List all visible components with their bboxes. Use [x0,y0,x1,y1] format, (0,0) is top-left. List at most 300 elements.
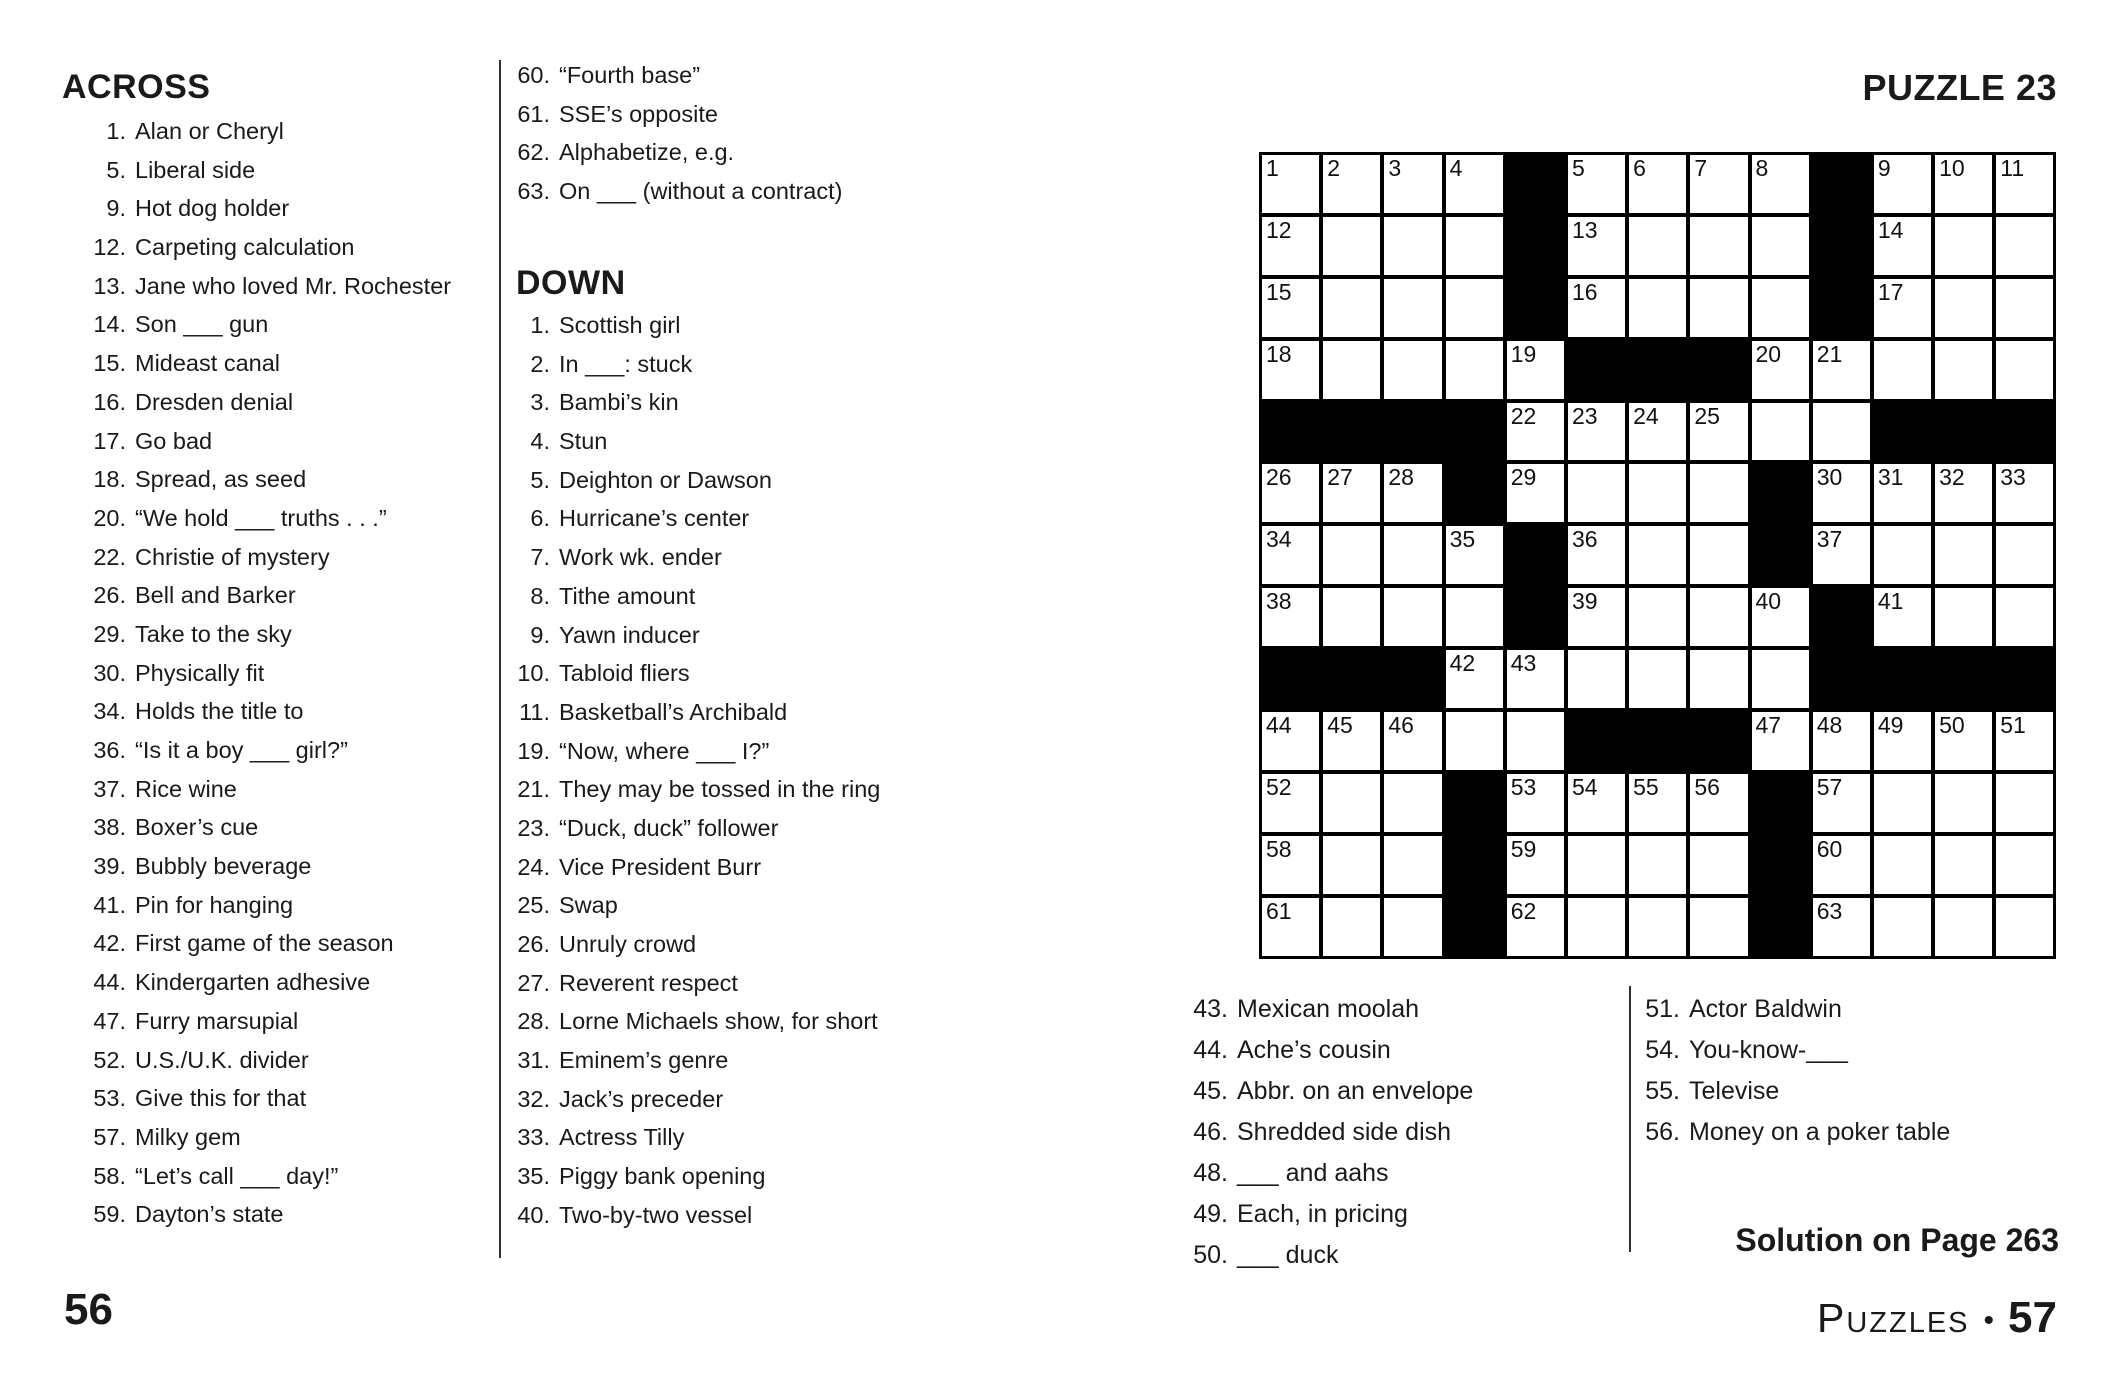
clue-text: Deighton or Dawson [559,466,772,493]
grid-cell-white [1813,712,1870,770]
clue-number: 62. [517,139,550,166]
right-page-number: 57 [2008,1293,2057,1342]
grid-cell-white [1935,155,1992,213]
clue-item [60,621,451,660]
grid-cell-white [1629,836,1686,894]
grid-cell-white [1568,217,1625,275]
grid-cell-white [1323,712,1380,770]
clue-number: 25. [517,892,550,919]
grid-cell-white [1629,650,1686,708]
cell-number: 16 [1571,278,1598,305]
clue-number: 27. [517,969,550,996]
grid-cell-white [1629,588,1686,646]
grid-cell-white [1629,403,1686,461]
grid-cell-white [1568,526,1625,584]
clue-item [1190,1200,1473,1241]
grid-cell-white [1874,588,1931,646]
clue-item [516,544,880,583]
clue-number: 51. [1645,995,1680,1023]
grid-cell-white [1935,774,1992,832]
clue-item [60,737,451,776]
clue-item [516,854,880,893]
cell-number: 53 [1510,773,1537,800]
grid-cell-black [1629,712,1686,770]
grid-cell-white [1690,774,1747,832]
clue-number: 57. [93,1123,126,1150]
clue-number: 46. [1193,1118,1228,1146]
cell-number: 63 [1816,897,1843,924]
grid-cell-black [1874,650,1931,708]
clue-text: Hot dog holder [135,195,290,222]
clue-text: Rice wine [135,775,237,802]
grid-cell-white [1690,464,1747,522]
footer-book-title: Puzzles [1816,1295,1970,1341]
clue-item [1190,1118,1473,1159]
clue-number: 6. [530,505,550,532]
cell-number: 38 [1266,588,1292,615]
clue-item [516,505,880,544]
cell-number: 24 [1633,402,1659,429]
clue-item [516,931,880,970]
cell-number: 1 [1266,155,1279,181]
clue-text: Furry marsupial [135,1007,299,1034]
grid-cell-white [1690,650,1747,708]
cell-number: 28 [1388,464,1414,491]
grid-cell-white [1629,464,1686,522]
clue-number: 26. [93,582,126,609]
grid-cell-white [1996,217,2053,275]
grid-cell-white [1384,526,1441,584]
grid-cell-white [1690,217,1747,275]
across-continued-clue-list [516,62,842,217]
clue-item [516,62,842,101]
grid-cell-white [1874,464,1931,522]
clue-item [60,350,451,389]
grid-cell-black [1384,403,1441,461]
grid-cell-white [1813,464,1870,522]
cell-number: 13 [1571,216,1598,243]
grid-cell-black [1996,403,2053,461]
grid-cell-white [1813,836,1870,894]
grid-cell-white [1996,155,2053,213]
grid-cell-white [1752,155,1809,213]
cell-number: 35 [1449,526,1476,553]
grid-cell-white [1446,712,1503,770]
grid-cell-white [1752,217,1809,275]
clue-number: 33. [517,1124,550,1151]
clue-item [60,195,451,234]
down-clue-list [516,312,880,1241]
grid-cell-white [1323,464,1380,522]
clue-item [60,234,451,273]
grid-cell-white [1996,898,2053,956]
clue-text: Reverent respect [559,969,738,996]
clue-item [1640,1036,1950,1077]
clue-number: 3. [530,389,550,416]
grid-cell-black [1446,464,1503,522]
clue-text: “Let’s call ___ day!” [135,1162,339,1189]
clue-text: “Duck, duck” follower [559,814,779,841]
grid-cell-white [1507,464,1564,522]
grid-cell-white [1629,526,1686,584]
grid-cell-white [1323,526,1380,584]
grid-cell-white [1262,341,1319,399]
grid-cell-white [1507,403,1564,461]
grid-cell-white [1568,650,1625,708]
cell-number: 2 [1327,155,1340,181]
clue-number: 43. [1193,995,1228,1023]
clue-item [516,139,842,178]
grid-cell-white [1262,279,1319,337]
clue-number: 44. [93,969,126,996]
clue-number: 38. [93,814,126,841]
across-clue-list [60,118,451,1240]
clue-number: 53. [93,1085,126,1112]
grid-cell-black [1507,217,1564,275]
cell-number: 15 [1266,278,1292,305]
clue-number: 8. [530,582,550,609]
clue-number: 58. [93,1162,126,1189]
grid-cell-white [1262,712,1319,770]
clue-number: 34. [93,698,126,725]
clue-item [1190,995,1473,1036]
clue-number: 61. [517,100,550,127]
cell-number: 47 [1755,712,1782,739]
clue-number: 12. [93,234,126,261]
grid-cell-white [1446,155,1503,213]
crossword-grid [1259,152,2056,959]
grid-cell-white [1384,588,1441,646]
cell-number: 5 [1571,155,1585,181]
grid-cell-white [1935,217,1992,275]
clue-text: Boxer’s cue [135,814,259,841]
grid-cell-white [1507,836,1564,894]
clue-text: Physically fit [135,659,265,686]
grid-cell-black [1935,403,1992,461]
clue-number: 49. [1193,1200,1228,1228]
grid-cell-white [1262,588,1319,646]
clue-number: 1. [106,118,126,144]
clue-text: Alphabetize, e.g. [559,139,735,166]
clue-number: 30. [93,659,126,686]
grid-cell-black [1813,217,1870,275]
clue-item [60,157,451,196]
clue-item [516,660,880,699]
clue-number: 28. [517,1008,550,1035]
down-continued-clue-list-2 [1640,995,1950,1159]
clue-text: ___ and aahs [1237,1159,1389,1187]
grid-cell-black [1507,279,1564,337]
clue-item [60,582,451,621]
cell-number: 42 [1449,650,1476,677]
clue-number: 2. [530,350,550,377]
clue-item [60,118,451,157]
grid-cell-white [1874,341,1931,399]
clue-item [60,930,451,969]
grid-cell-white [1262,155,1319,213]
clue-text: Holds the title to [135,698,304,725]
clue-text: Swap [559,892,618,919]
cell-number: 27 [1327,464,1353,491]
grid-cell-white [1874,836,1931,894]
grid-cell-white [1262,898,1319,956]
clue-text: Jack’s preceder [559,1085,724,1112]
grid-cell-white [1752,712,1809,770]
clue-item [60,505,451,544]
clue-item [60,698,451,737]
clue-number: 19. [517,737,550,764]
clue-text: Bambi’s kin [559,389,679,416]
clue-item [60,814,451,853]
grid-cell-white [1935,836,1992,894]
grid-cell-white [1568,155,1625,213]
grid-cell-black [1996,650,2053,708]
clue-text: Unruly crowd [559,931,697,957]
clue-text: ___ duck [1237,1241,1339,1269]
cell-number: 55 [1633,773,1659,800]
across-heading: ACROSS [62,68,211,106]
grid-cell-black [1323,403,1380,461]
clue-item [516,467,880,506]
grid-cell-white [1568,836,1625,894]
cell-number: 18 [1266,340,1292,367]
clue-text: Basketball’s Archibald [559,698,788,725]
grid-cell-white [1752,650,1809,708]
clue-item [1190,1077,1473,1118]
cell-number: 51 [2000,712,2026,739]
grid-cell-white [1752,341,1809,399]
clue-text: Spread, as seed [135,466,307,493]
cell-number: 40 [1755,588,1782,615]
clue-number: 36. [93,737,126,763]
clue-number: 42. [93,930,126,957]
cell-number: 56 [1694,773,1720,800]
clue-item [60,1124,451,1163]
clue-number: 9. [106,195,126,222]
grid-cell-black [1935,650,1992,708]
clue-number: 26. [517,931,550,957]
clue-number: 14. [93,311,126,338]
cell-number: 59 [1510,835,1537,862]
clue-item [516,1047,880,1086]
grid-cell-white [1323,341,1380,399]
grid-cell-white [1874,774,1931,832]
grid-cell-white [1996,588,2053,646]
clue-item [60,466,451,505]
grid-cell-white [1813,774,1870,832]
cell-number: 30 [1816,464,1843,491]
grid-cell-white [1690,279,1747,337]
grid-cell-white [1874,526,1931,584]
clue-text: Bubbly beverage [135,853,312,880]
clue-number: 29. [93,620,126,647]
clue-number: 37. [93,775,126,802]
grid-cell-white [1446,341,1503,399]
grid-cell-white [1384,341,1441,399]
clue-item [60,389,451,428]
cell-number: 11 [2000,155,2025,181]
cell-number: 10 [1939,155,1965,181]
clue-number: 15. [93,350,126,377]
grid-cell-black [1874,403,1931,461]
clue-text: Take to the sky [135,620,292,647]
clue-text: Ache’s cousin [1237,1036,1391,1064]
grid-cell-black [1690,712,1747,770]
clue-item [516,312,880,351]
clue-number: 23. [517,814,550,841]
grid-cell-black [1568,712,1625,770]
clue-number: 22. [93,543,126,570]
clue-item [60,428,451,467]
cell-number: 46 [1388,712,1414,739]
footer-bullet-icon: • [1983,1304,1995,1337]
cell-number: 36 [1571,526,1598,553]
grid-cell-white [1874,712,1931,770]
grid-cell-white [1507,712,1564,770]
grid-cell-white [1384,898,1441,956]
grid-cell-white [1384,712,1441,770]
clue-text: Stun [559,428,608,455]
clue-number: 7. [530,544,550,571]
clue-text: Christie of mystery [135,543,330,570]
grid-cell-white [1629,898,1686,956]
cell-number: 50 [1939,712,1965,739]
grid-cell-white [1996,712,2053,770]
clue-text: Mexican moolah [1237,995,1420,1023]
grid-cell-black [1446,403,1503,461]
clue-item [516,699,880,738]
grid-cell-white [1935,588,1992,646]
clue-item [516,1086,880,1125]
cell-number: 43 [1510,650,1537,677]
grid-cell-white [1446,217,1503,275]
cell-number: 57 [1816,773,1843,800]
cell-number: 58 [1266,835,1292,862]
clue-number: 1. [530,312,550,338]
cell-number: 3 [1388,155,1402,181]
clue-text: Work wk. ender [559,544,722,571]
grid-cell-black [1507,588,1564,646]
grid-cell-white [1323,898,1380,956]
cell-number: 29 [1510,464,1537,491]
clue-item [60,1085,451,1124]
grid-cell-white [1813,898,1870,956]
grid-cell-white [1262,464,1319,522]
clue-number: 47. [93,1007,126,1034]
grid-cell-white [1935,712,1992,770]
clue-number: 48. [1193,1159,1228,1187]
cell-number: 54 [1571,773,1598,800]
clue-item [516,583,880,622]
grid-cell-white [1446,650,1503,708]
clue-number: 5. [530,466,550,493]
grid-cell-white [1996,774,2053,832]
clue-text: Vice President Burr [559,853,762,880]
grid-cell-white [1384,279,1441,337]
clue-item [516,389,880,428]
clue-item [1190,1241,1473,1282]
clue-number: 17. [93,427,126,454]
clue-text: First game of the season [135,930,394,957]
clue-text: “Now, where ___ I?” [559,737,770,764]
clue-text: Alan or Cheryl [135,118,284,144]
clue-number: 4. [530,428,550,455]
grid-cell-white [1323,836,1380,894]
grid-cell-white [1323,588,1380,646]
grid-cell-black [1813,155,1870,213]
clue-text: Jane who loved Mr. Rochester [135,272,452,299]
clue-item [516,892,880,931]
column-divider-line [499,60,501,1258]
cell-number: 31 [1877,464,1904,491]
clue-text: Each, in pricing [1237,1200,1408,1228]
grid-cell-white [1752,588,1809,646]
left-page-number: 56 [64,1285,113,1334]
grid-cell-white [1813,526,1870,584]
cell-number: 34 [1266,526,1292,553]
grid-cell-black [1507,526,1564,584]
clue-text: “Is it a boy ___ girl?” [135,737,348,763]
grid-cell-white [1935,526,1992,584]
grid-cell-black [1752,836,1809,894]
clue-number: 13. [93,272,126,299]
clue-item [60,273,451,312]
clue-number: 31. [517,1047,550,1074]
grid-cell-white [1323,279,1380,337]
clue-text: Abbr. on an envelope [1237,1077,1474,1105]
clue-number: 52. [93,1046,126,1073]
grid-cell-white [1629,155,1686,213]
clue-item [60,1163,451,1202]
cell-number: 21 [1816,340,1843,367]
grid-cell-black [1323,650,1380,708]
clue-number: 24. [517,853,550,880]
cell-number: 39 [1571,588,1598,615]
grid-cell-black [1752,774,1809,832]
clue-item [516,970,880,1009]
clue-text: “We hold ___ truths . . .” [135,504,387,531]
clue-item [60,853,451,892]
cell-number: 61 [1266,897,1292,924]
grid-cell-white [1629,774,1686,832]
grid-cell-white [1813,341,1870,399]
clue-text: Hurricane’s center [559,505,750,532]
clue-number: 56. [1645,1118,1680,1146]
grid-cell-black [1446,836,1503,894]
clue-item [60,892,451,931]
clue-number: 59. [93,1201,126,1228]
grid-cell-white [1690,898,1747,956]
grid-cell-white [1384,217,1441,275]
grid-cell-black [1813,650,1870,708]
grid-cell-white [1752,279,1809,337]
clue-item [60,776,451,815]
clue-item [516,1163,880,1202]
grid-cell-black [1813,588,1870,646]
grid-cell-white [1935,898,1992,956]
grid-cell-white [1507,898,1564,956]
clue-text: Actor Baldwin [1689,995,1842,1023]
cell-number: 19 [1510,340,1537,367]
clue-text: You-know-___ [1689,1036,1848,1064]
grid-cell-black [1262,403,1319,461]
clue-item [516,1008,880,1047]
clue-text: SSE’s opposite [559,100,718,127]
bottom-column-divider-line [1629,986,1631,1252]
clue-number: 39. [93,853,126,880]
grid-cell-white [1629,217,1686,275]
clue-text: Liberal side [135,156,256,183]
